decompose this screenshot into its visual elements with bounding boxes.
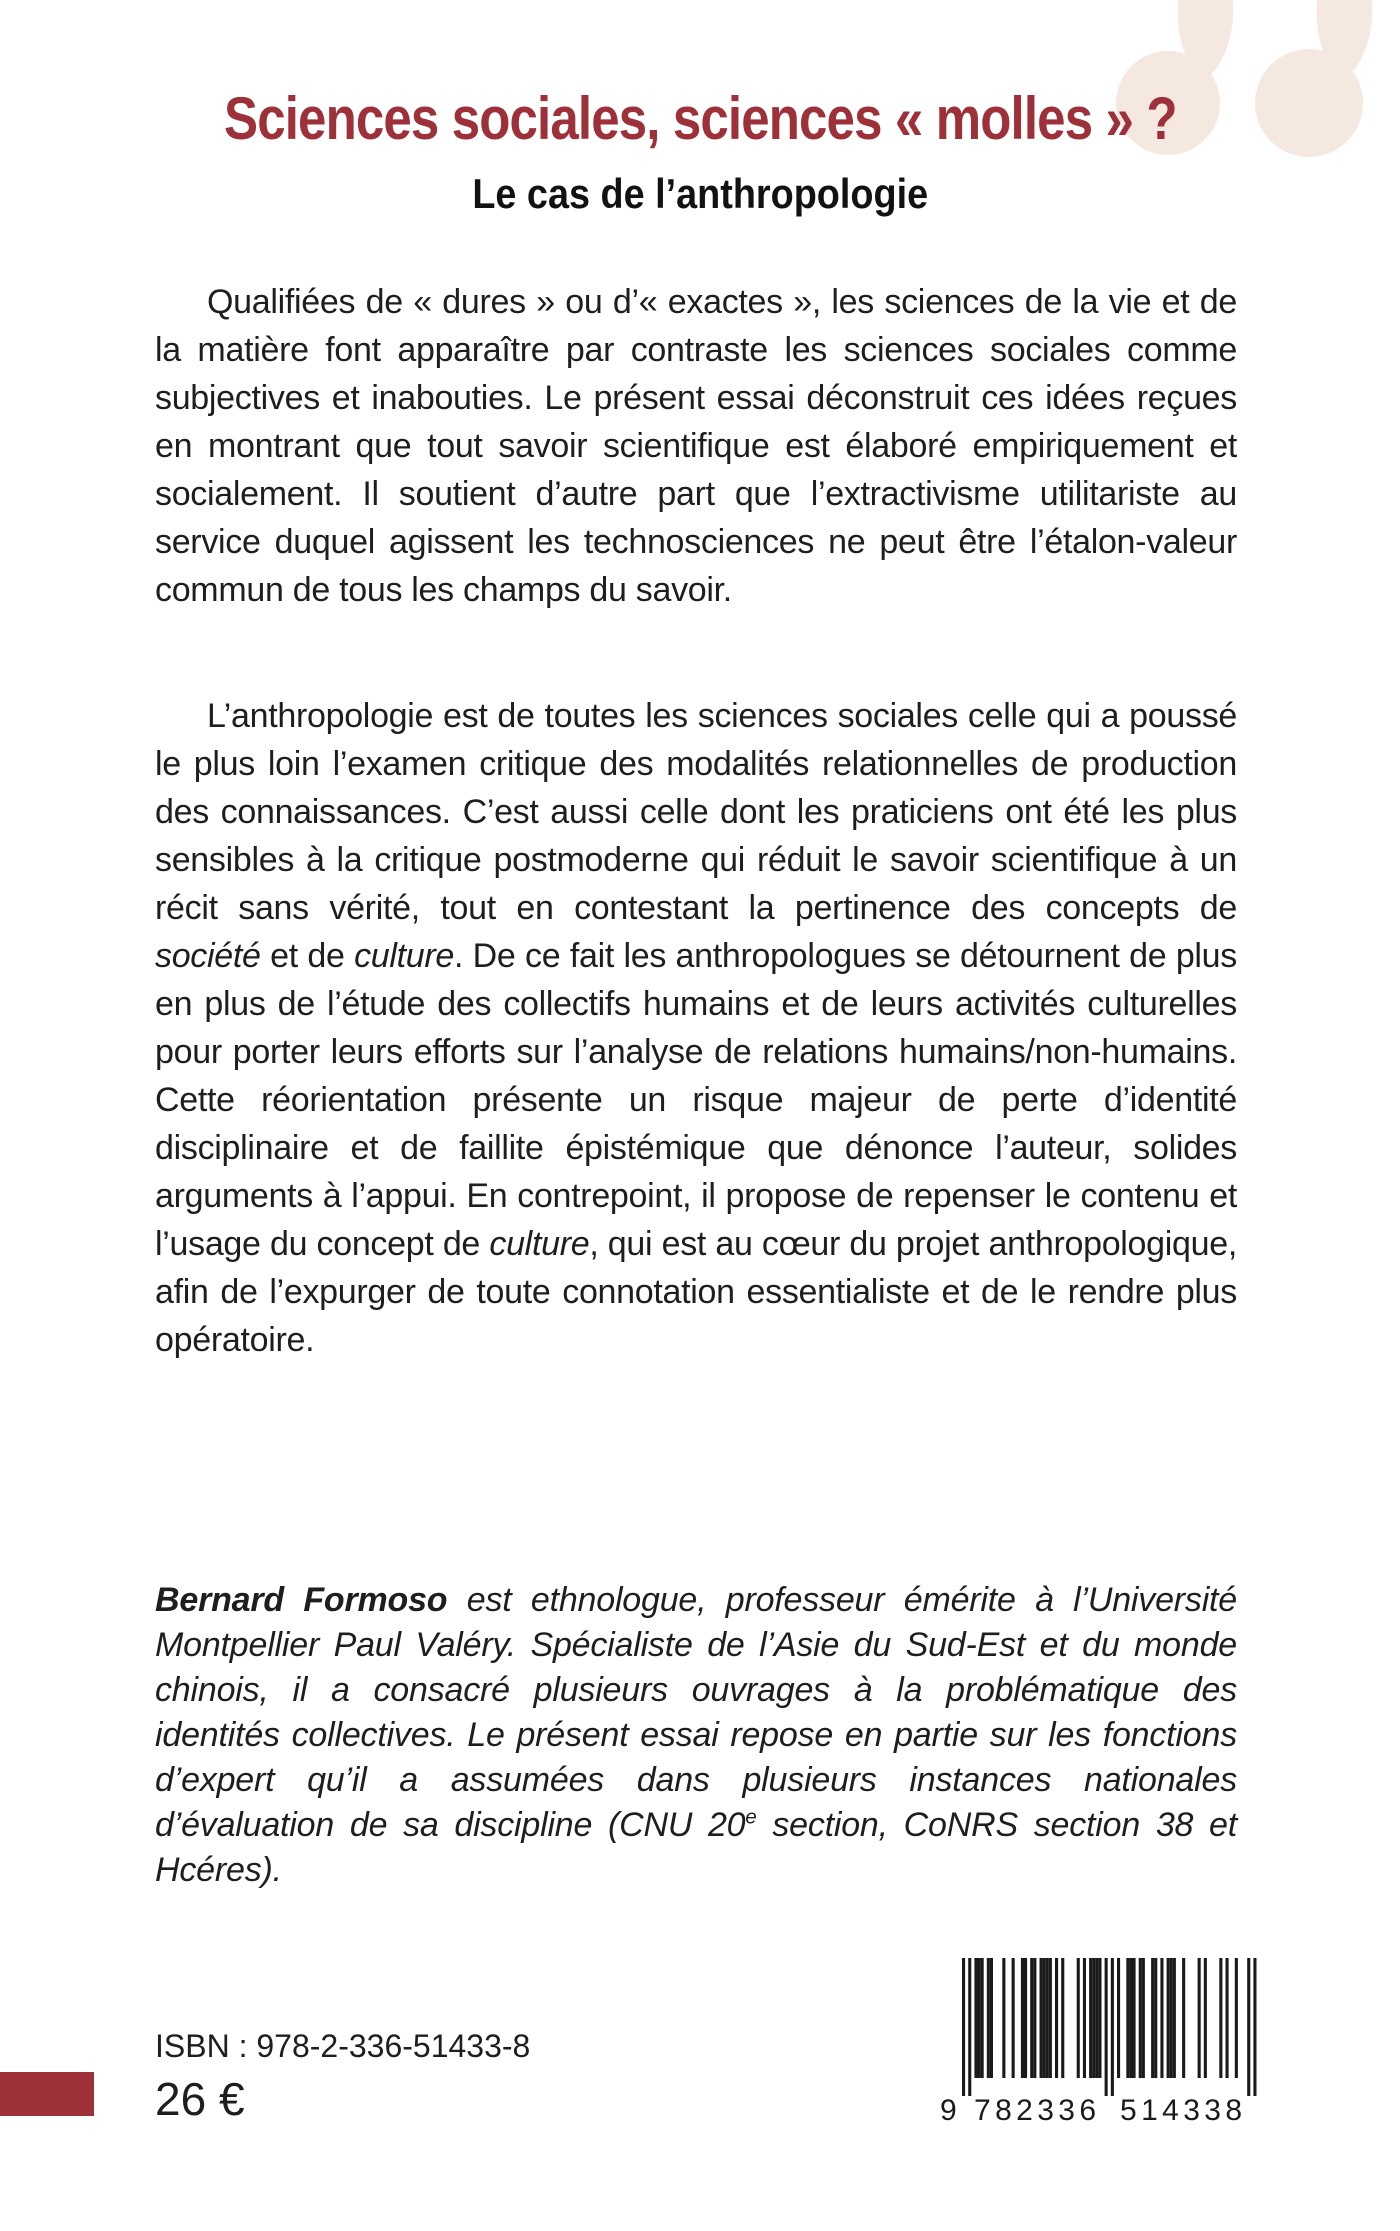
svg-text:782336: 782336 — [974, 2094, 1096, 2124]
paragraph-text: et de — [260, 937, 355, 975]
author-name: Bernard Formoso — [155, 1581, 448, 1619]
italic-term: culture — [489, 1225, 590, 1263]
italic-term: culture — [354, 937, 455, 975]
synopsis-paragraph-1 — [155, 278, 1237, 614]
bio-text: section, CoNRS section 38 et Hcéres). — [155, 1806, 1237, 1889]
paragraph-text: , qui est au cœur du projet anthropologique, afin de l’expurger de toute connotation essentialiste et de le rendre plus opératoire. — [155, 1225, 1238, 1359]
paragraph-text: Qualifiées de « dures » ou d’« exactes », les sciences de la vie et de la matière font apparaître par contraste les sciences sociales comme subjectives et inabouties. Le présent essai déconstruit ces idées reçues en montrant que tout savoir scientifique est élaboré empiriquement et socialement. Il soutient d’autre part que l’extractivisme utilitariste au service duquel agissent les technosciences ne peut être l’étalon-valeur commun de tous les champs du savoir. — [155, 283, 1237, 609]
author-bio — [155, 1578, 1237, 1893]
title-row — [0, 84, 1400, 153]
svg-text:514338: 514338 — [1120, 2094, 1242, 2124]
page-subtitle: Le cas de l’anthropologie — [472, 170, 928, 217]
isbn-label: ISBN : 978-2-336-51433-8 — [155, 2028, 531, 2064]
subtitle-row — [0, 170, 1400, 218]
accent-red-block — [0, 2072, 94, 2116]
barcode-bars — [938, 1958, 1260, 2124]
ordinal-superscript: e — [745, 1806, 757, 1829]
italic-term: société — [155, 937, 261, 975]
page-title: Sciences sociales, sciences « molles » ? — [223, 85, 1177, 152]
bio-text: est ethnologue, professeur émérite à l’Université Montpellier Paul Valéry. Spécialiste de l’Asie du Sud-Est et du monde chinois, il a consacré plusieurs ouvrages à la problématique des identités collectives. Le présent essai repose en partie sur les fonctions d’expert qu’il a assumées dans plusieurs instances nationales d’évaluation de sa discipline (CNU 20 — [155, 1581, 1238, 1844]
paragraph-text: L’anthropologie est de toutes les sciences sociales celle qui a poussé le plus loin l’examen critique des modalités relationnelles de production des connaissances. C’est aussi celle dont les praticiens ont été les plus sensibles à la critique postmoderne qui réduit le savoir scientifique à un récit sans vérité, tout en contestant la pertinence des concepts de — [155, 697, 1237, 927]
price-label: 26 € — [155, 2073, 245, 2125]
synopsis-paragraph-2 — [155, 692, 1237, 1364]
ean13-barcode — [938, 1958, 1260, 2124]
svg-text:9: 9 — [940, 2094, 957, 2124]
paragraph-text: . De ce fait les anthropologues se détournent de plus en plus de l’étude des collectifs humains et de leurs activités culturelles pour porter leurs efforts sur l’analyse de relations humains/non-humains. Cette réorientation présente un risque majeur de perte d’identité disciplinaire et de faillite épistémique que dénonce l’auteur, solides arguments à l’appui. En contrepoint, il propose de repenser le contenu et l’usage du concept de — [155, 937, 1237, 1263]
